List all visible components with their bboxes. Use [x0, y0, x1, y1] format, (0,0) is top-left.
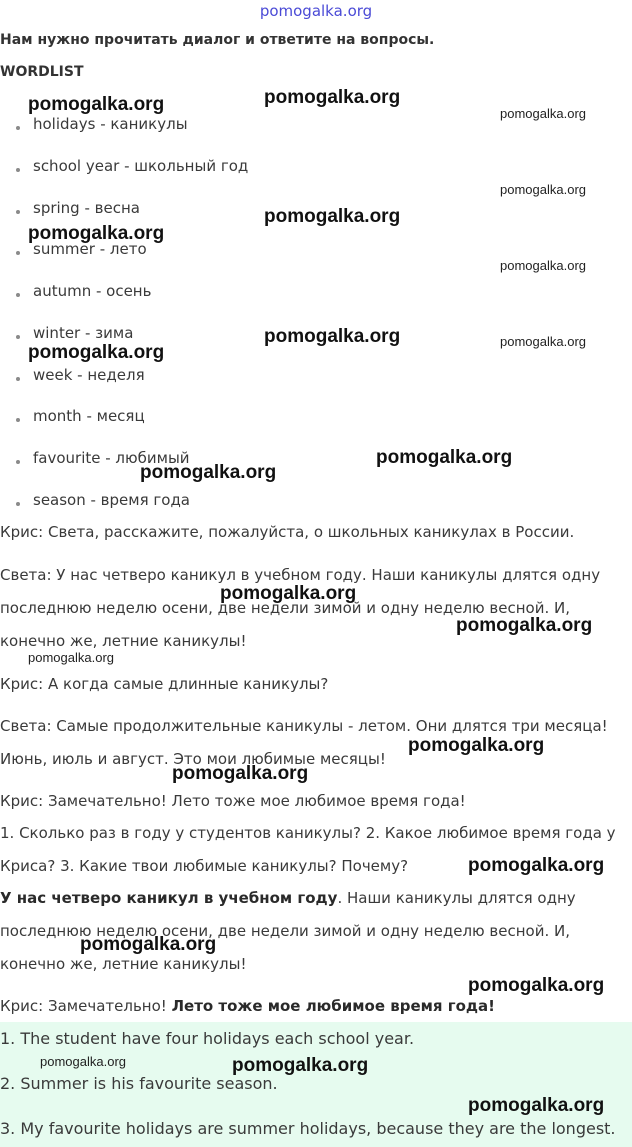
dialog-line: Июнь, июль и август. Это мои любимые месяцы! [0, 750, 386, 768]
answer-line: 1. The student have four holidays each school year. [0, 1029, 415, 1048]
bullet-icon [16, 210, 20, 214]
watermark: pomogalka.org [140, 462, 277, 483]
watermark: pomogalka.org [468, 855, 605, 876]
highlight-line: конечно же, летние каникулы! [0, 955, 247, 973]
watermark: pomogalka.org [40, 1054, 126, 1069]
wordlist-title: WORDLIST [0, 64, 84, 80]
answer-line: 2. Summer is his favourite season. [0, 1074, 278, 1093]
watermark: pomogalka.org [80, 934, 217, 955]
watermark: pomogalka.org [28, 94, 165, 115]
highlight-line [0, 997, 495, 1015]
watermark: pomogalka.org [468, 1095, 605, 1116]
highlight-rest: . Наши каникулы длятся одну [337, 889, 576, 907]
dialog-line: Света: Самые продолжительные каникулы - летом. Они длятся три месяца! [0, 717, 608, 735]
watermark: pomogalka.org [500, 182, 586, 197]
dialog-line: Крис: А когда самые длинные каникулы? [0, 675, 329, 693]
word-item: autumn - осень [33, 282, 152, 300]
watermark: pomogalka.org [264, 87, 401, 108]
bullet-icon [16, 460, 20, 464]
watermark: pomogalka.org [456, 615, 593, 636]
highlight-bold: Лето тоже мое любимое время года! [171, 997, 495, 1015]
dialog-line: последнюю неделю осени, две недели зимой и одну неделю весной. И, [0, 599, 570, 617]
dialog-line: Света: У нас четверо каникул в учебном году. Наши каникулы длятся одну [0, 566, 601, 584]
watermark: pomogalka.org [408, 735, 545, 756]
question-line: 1. Сколько раз в году у студентов каникулы? 2. Какое любимое время года у [0, 824, 616, 842]
bullet-icon [16, 168, 20, 172]
dialog-line: конечно же, летние каникулы! [0, 632, 247, 650]
bullet-icon [16, 377, 20, 381]
word-item: winter - зима [33, 324, 134, 342]
word-item: week - неделя [33, 366, 145, 384]
watermark: pomogalka.org [220, 583, 357, 604]
watermark: pomogalka.org [500, 258, 586, 273]
bullet-icon [16, 418, 20, 422]
site-header-link[interactable]: pomogalka.org [259, 2, 373, 20]
dialog-line: Крис: Света, расскажите, пожалуйста, о школьных каникулах в России. [0, 523, 575, 541]
word-item: favourite - любимый [33, 449, 190, 467]
bullet-icon [16, 335, 20, 339]
highlight-bold: У нас четверо каникул в учебном году [0, 889, 338, 907]
watermark: pomogalka.org [264, 206, 401, 227]
watermark: pomogalka.org [28, 650, 114, 665]
bullet-icon [16, 126, 20, 130]
watermark: pomogalka.org [232, 1055, 369, 1076]
watermark: pomogalka.org [28, 223, 165, 244]
dialog-line: Крис: Замечательно! Лето тоже мое любимое время года! [0, 792, 466, 810]
answer-line: 3. My favourite holidays are summer holidays, because they are the longest. [0, 1119, 616, 1138]
watermark: pomogalka.org [468, 975, 605, 996]
word-item: holidays - каникулы [33, 115, 188, 133]
task-heading: Нам нужно прочитать диалог и ответите на вопросы. [0, 32, 435, 48]
watermark: pomogalka.org [500, 334, 586, 349]
watermark: pomogalka.org [264, 326, 401, 347]
word-item: month - месяц [33, 407, 145, 425]
bullet-icon [16, 251, 20, 255]
watermark: pomogalka.org [172, 763, 309, 784]
bullet-icon [16, 502, 20, 506]
word-item: school year - школьный год [33, 157, 249, 175]
word-item: season - время года [33, 491, 191, 509]
highlight-line: последнюю неделю осени, две недели зимой и одну неделю весной. И, [0, 922, 570, 940]
word-item: summer - лето [33, 240, 147, 258]
watermark: pomogalka.org [28, 342, 165, 363]
watermark: pomogalka.org [500, 106, 586, 121]
bullet-icon [16, 293, 20, 297]
highlight-prefix: Крис: Замечательно! [0, 997, 172, 1015]
highlight-line [0, 889, 576, 907]
word-item: spring - весна [33, 199, 140, 217]
watermark: pomogalka.org [376, 447, 513, 468]
question-line: Криса? 3. Какие твои любимые каникулы? Почему? [0, 857, 409, 875]
